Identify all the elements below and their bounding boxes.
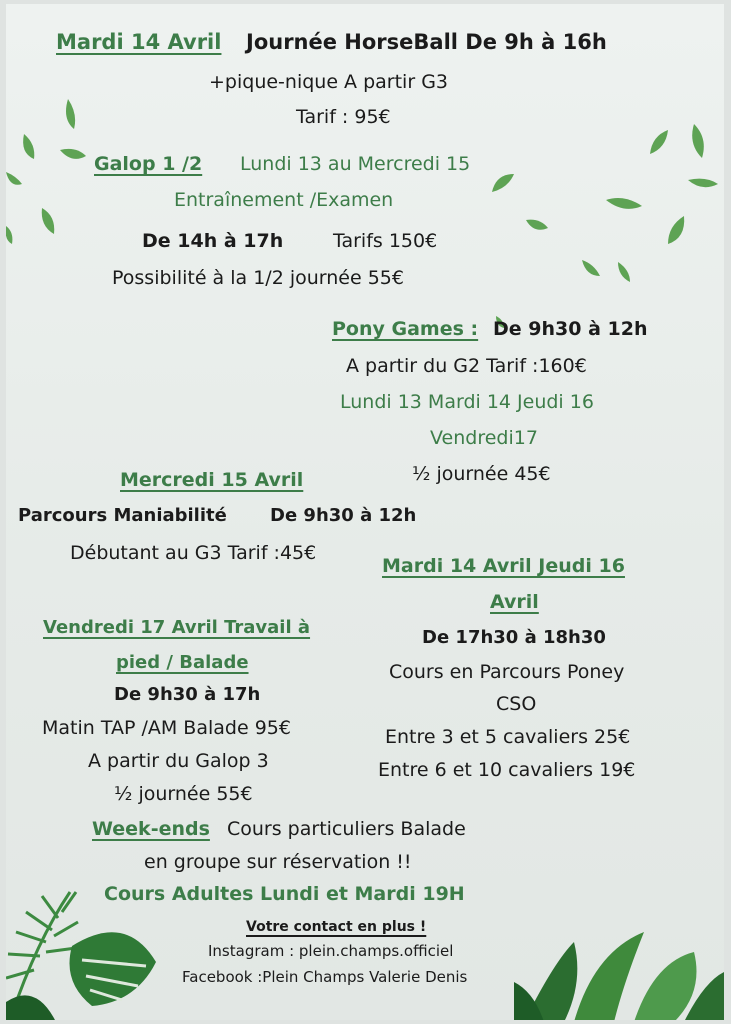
friday-date2: pied / Balade — [116, 652, 249, 673]
weekends-text2: en groupe sur réservation !! — [144, 851, 412, 873]
friday-hours: De 9h30 à 17h — [114, 684, 261, 705]
adults-courses: Cours Adultes Lundi et Mardi 19H — [104, 883, 465, 905]
leaf-icon — [606, 198, 642, 209]
tuethu-price1: Entre 3 et 5 cavaliers 25€ — [385, 726, 631, 748]
wednesday-date: Mercredi 15 Avril — [120, 469, 304, 491]
flyer-sheet — [6, 4, 724, 1020]
leaf-icon — [688, 179, 718, 188]
friday-half-day: ½ journée 55€ — [114, 783, 253, 805]
weekends-text1: Cours particuliers Balade — [227, 818, 466, 840]
tuethu-line1: Cours en Parcours Poney — [389, 661, 625, 683]
fern-icon — [514, 922, 724, 1020]
wednesday-title: Parcours Maniabilité — [18, 505, 227, 526]
pony-days: Lundi 13 Mardi 14 Jeudi 16 — [340, 391, 594, 413]
pony-hours: De 9h30 à 12h — [493, 318, 648, 340]
header-date: Mardi 14 Avril — [56, 30, 222, 54]
leaf-icon — [692, 124, 704, 158]
pony-half-day: ½ journée 45€ — [412, 463, 551, 485]
header-line2: +pique-nique A partir G3 — [209, 71, 449, 93]
friday-date1: Vendredi 17 Avril Travail à — [43, 617, 311, 638]
monstera-leaf-icon — [70, 932, 157, 1006]
tuethu-date2: Avril — [490, 591, 539, 613]
leaf-icon — [492, 174, 514, 192]
leaf-icon — [66, 99, 75, 129]
header-price: Tarif : 95€ — [296, 106, 391, 128]
pony-line2: A partir du G2 Tarif :160€ — [346, 355, 587, 377]
tuethu-price2: Entre 6 et 10 cavaliers 19€ — [378, 759, 636, 781]
leaf-icon — [582, 260, 600, 276]
pony-days2: Vendredi17 — [430, 427, 538, 449]
tuethu-hours: De 17h30 à 18h30 — [422, 627, 606, 648]
wednesday-line3: Débutant au G3 Tarif :45€ — [70, 542, 317, 564]
leaf-icon — [668, 216, 684, 244]
header-title: Journée HorseBall De 9h à 16h — [246, 30, 607, 54]
galop-subtitle: Entraînement /Examen — [174, 189, 394, 211]
leaf-icon — [23, 134, 34, 159]
tuethu-line2: CSO — [496, 693, 537, 715]
galop-price: Tarifs 150€ — [333, 230, 438, 252]
leaf-icon — [42, 208, 55, 234]
weekends-label: Week-ends — [92, 818, 210, 840]
leaf-icon — [650, 130, 668, 154]
galop-half-day: Possibilité à la 1/2 journée 55€ — [112, 267, 404, 289]
tuethu-date1: Mardi 14 Avril Jeudi 16 — [382, 555, 625, 577]
friday-line2: A partir du Galop 3 — [88, 750, 269, 772]
contact-facebook: Facebook :Plein Champs Valerie Denis — [182, 968, 468, 986]
galop-hours: De 14h à 17h — [142, 230, 284, 252]
pony-label: Pony Games : — [332, 318, 479, 340]
leaf-icon — [6, 226, 12, 244]
contact-instagram: Instagram : plein.champs.officiel — [208, 942, 454, 960]
contact-title: Votre contact en plus ! — [246, 919, 427, 935]
galop-dates: Lundi 13 au Mercredi 15 — [240, 153, 471, 175]
leaf-icon — [618, 262, 630, 282]
galop-label: Galop 1 /2 — [94, 153, 203, 175]
leaf-icon — [526, 220, 548, 230]
wednesday-hours: De 9h30 à 12h — [270, 505, 417, 526]
leaf-icon — [60, 149, 86, 159]
friday-line1: Matin TAP /AM Balade 95€ — [42, 717, 291, 739]
leaf-icon — [6, 172, 22, 185]
